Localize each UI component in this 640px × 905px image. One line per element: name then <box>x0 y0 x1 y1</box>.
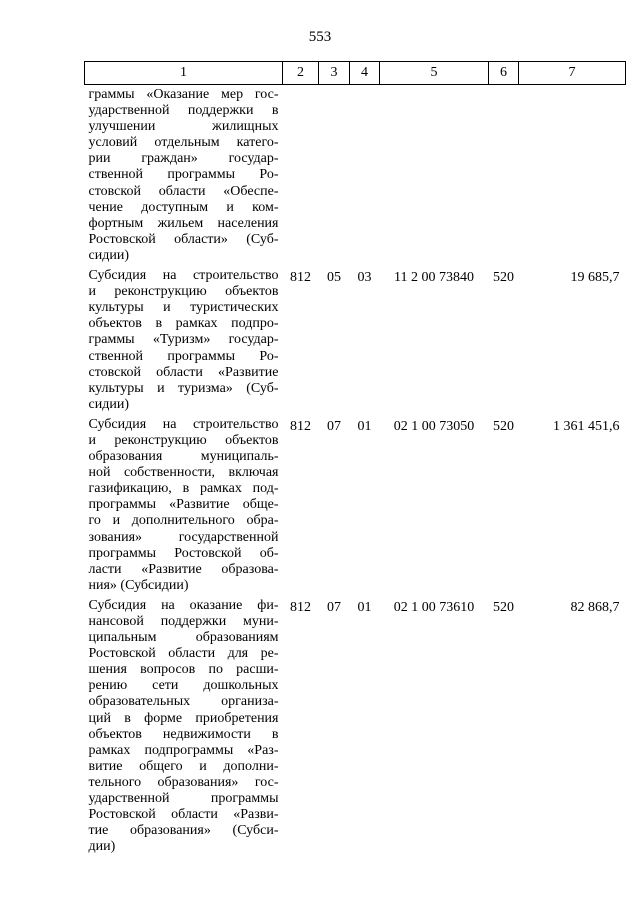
target-article-cell: 11 2 00 73840 <box>394 270 474 286</box>
table-row <box>85 85 626 269</box>
expense-type-cell: 520 <box>493 599 514 615</box>
description-line: улучшении жилищных <box>88 119 279 135</box>
table-row <box>85 417 626 598</box>
col-header-3: 3 <box>319 62 350 85</box>
description-line: фортным жильем населения <box>88 215 279 231</box>
section-code-cell: 07 <box>327 599 341 615</box>
amount-cell: 19 685,7 <box>570 270 620 286</box>
page-number: 553 <box>308 29 332 45</box>
section-code-cell <box>319 85 350 269</box>
description-line: ласти «Развитие образова- <box>88 561 279 577</box>
col-header-1: 1 <box>85 62 283 85</box>
section-code-cell: 05 <box>327 270 341 286</box>
description-line: ципальным образованиям <box>88 630 279 646</box>
description-line: ударственной поддержки в <box>88 103 279 119</box>
description-line: культуры и туристических <box>88 300 279 316</box>
row-description <box>85 85 283 269</box>
table-row <box>85 268 626 417</box>
row-description <box>85 598 283 860</box>
description-line: дии) <box>88 839 116 855</box>
budget-table <box>84 61 626 859</box>
description-line: сидии) <box>88 247 129 263</box>
description-line: сидии) <box>88 396 129 412</box>
description-line: стовской области «Обеспе- <box>88 183 279 199</box>
description-line: объектов недвижимости в <box>88 726 279 742</box>
description-line: шения вопросов по расши- <box>88 662 279 678</box>
description-line: ния» (Субсидии) <box>88 577 189 593</box>
description-line: Субсидия на строительство <box>88 416 279 432</box>
description-line: объектов в рамках подпро- <box>88 316 279 332</box>
description-line: Субсидия на строительство <box>88 268 279 284</box>
header-row <box>85 62 626 85</box>
description-line: программы «Развитие обще- <box>88 497 279 513</box>
section-code-cell: 07 <box>327 418 341 434</box>
expense-type-cell: 520 <box>493 270 514 286</box>
ministry-code-cell: 812 <box>290 418 311 434</box>
table-body <box>85 85 626 860</box>
table-row <box>85 598 626 860</box>
description-line: Ростовской области для ре- <box>88 646 279 662</box>
ministry-code-cell: 812 <box>290 599 311 615</box>
ministry-code-cell: 812 <box>290 270 311 286</box>
description-line: ной собственности, включая <box>88 465 279 481</box>
description-line: тельного образования» гос- <box>88 774 279 790</box>
col-header-4: 4 <box>350 62 380 85</box>
description-line: рамках подпрограммы «Раз- <box>88 742 279 758</box>
target-article-cell <box>380 85 489 269</box>
subsection-code-cell <box>350 85 380 269</box>
description-line: и реконструкцию объектов <box>88 432 279 448</box>
description-line: зования» государственной <box>88 529 279 545</box>
description-line: условий отдельным катего- <box>88 135 279 151</box>
description-line: Ростовской области «Разви- <box>88 807 279 823</box>
description-line: граммы «Оказание мер гос- <box>88 87 279 102</box>
description-line: Субсидия на оказание фи- <box>88 597 279 613</box>
amount-cell <box>519 85 626 269</box>
description-line: ций в форме приобретения <box>88 710 279 726</box>
subsection-code-cell: 03 <box>357 270 372 286</box>
target-article-cell: 02 1 00 73050 <box>393 418 475 434</box>
expense-type-cell <box>489 85 519 269</box>
subsection-code-cell: 01 <box>357 418 372 434</box>
description-line: газификацию, в рамках под- <box>88 481 279 497</box>
description-line: витие общего и дополни- <box>88 758 279 774</box>
expense-type-cell: 520 <box>493 418 514 434</box>
description-line: образовательных организа- <box>88 694 279 710</box>
amount-cell: 1 361 451,6 <box>553 418 620 434</box>
description-line: культуры и туризма» (Суб- <box>88 380 279 396</box>
description-line: программы Ростовской об- <box>88 545 279 561</box>
row-description <box>85 268 283 417</box>
description-line: го и дополнительного обра- <box>88 513 279 529</box>
col-header-5: 5 <box>380 62 489 85</box>
col-header-2: 2 <box>283 62 319 85</box>
description-line: Ростовской области» (Суб- <box>88 231 279 247</box>
description-line: ударственной программы <box>88 791 279 807</box>
description-line: ственной программы Ро- <box>88 167 279 183</box>
row-description <box>85 417 283 598</box>
description-line: граммы «Туризм» государ- <box>88 332 279 348</box>
description-line: стовской области «Развитие <box>88 364 279 380</box>
amount-cell: 82 868,7 <box>570 599 620 615</box>
description-line: образования муниципаль- <box>88 449 279 465</box>
description-line: тие образования» (Субси- <box>88 823 279 839</box>
description-line: рению сети дошкольных <box>88 678 279 694</box>
ministry-code-cell <box>283 85 319 269</box>
target-article-cell: 02 1 00 73610 <box>393 599 475 615</box>
col-header-6: 6 <box>489 62 519 85</box>
description-line: чение доступным и ком- <box>88 199 279 215</box>
col-header-7: 7 <box>519 62 626 85</box>
description-line: нансовой поддержки муни- <box>88 614 279 629</box>
description-line: ственной программы Ро- <box>88 348 279 364</box>
description-line: и реконструкцию объектов <box>88 284 279 300</box>
subsection-code-cell: 01 <box>357 599 372 615</box>
description-line: рии граждан» государ- <box>88 151 279 167</box>
